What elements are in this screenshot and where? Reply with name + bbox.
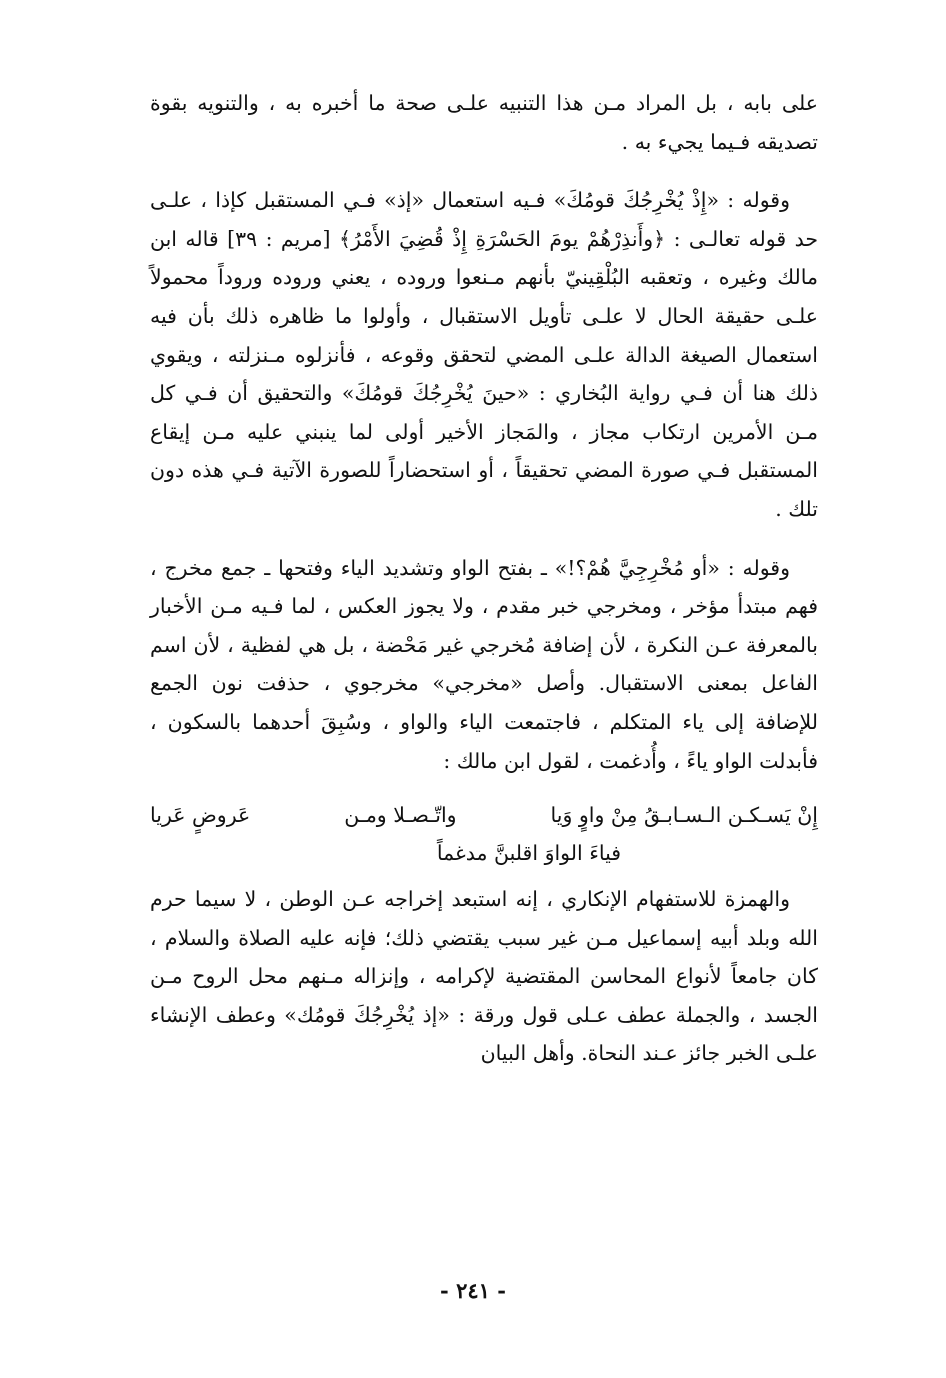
paragraph-2: وقوله : «إِذْ يُخْرِجُكَ قومُكَ» فـيه استعمال «إذ» فـي المستقبل كإذا ، علـى حد قوله تعالـى : ﴿وأَنذِرْهُمْ يومَ الحَسْرَةِ إِذْ قُضِيَ الأَمْرُ﴾ [مريم : ٣٩] قاله ابن مالك وغيره ، وتعقبه البُلْقِينيّ بأنهم مـنعوا وروده ، يعني وروده وروداً محمولاً علـى حقيقة الحال لا علـى تأويل الاستقبال ، وأولوا ما ظاهره ذلك بأن فيه استعمال الصيغة الدالة علـى المضي لتحقق وقوعه ، فأنزلوه مـنزلته ، ويقوي ذلك هنا أن فـي رواية البُخاري : «حينَ يُخْرِجُكَ قومُكَ» والتحقيق أن فـي كل مـن الأمرين ارتكاب مجاز ، والمَجاز الأخير أولى لما ينبني عليه مـن إيقاع المستقبل فـي صورة المضي تحقيقاً ، أو استحضاراً للصورة الآتية فـي هذه دون تلك . <box>150 188 819 521</box>
verse-hemistich-right: إِنْ يَسـكـن الـسـابـقُ مِنْ واوٍ وَيا <box>550 803 818 828</box>
paragraph-1: على بابه ، بل المراد مـن هذا التنبيه علـى صحة ما أخبره به ، والتنويه بقوة تصديقه فـيما يجيء به . <box>150 91 818 154</box>
verse-hemistich-left: عَروضٍ عَريا <box>150 803 251 828</box>
page-number: - ٢٤١ - <box>440 1278 506 1303</box>
verse-line-1 <box>150 796 818 834</box>
verse-line-2: فياءَ الواوَ اقلبنَّ مدغماً <box>436 841 622 866</box>
verse-hemistich-mid: واتّـصـلا ومـن <box>344 803 457 828</box>
paragraph-gap <box>150 161 818 181</box>
poetry-verse <box>150 796 818 872</box>
paragraph-4: والهمزة للاستفهام الإنكاري ، إنه استبعد إخراجه عـن الوطن ، لا سيما حرم الله وبلد أبيه إسماعيل مـن غير سبب يقتضي ذلك؛ فإنه عليه الصلاة والسلام ، كان جامعاً لأنواع المحاسن المقتضية لإكرامه ، وإنزاله مـنهم محل الروح مـن الجسد ، والجملة عطف عـلى قول ورقة : «إذ يُخْرِجُكَ قومُك» وعطف الإنشاء علـى الخبر جائز عـند النحاة. وأهل البيان <box>150 887 818 1066</box>
paragraph-3: وقوله : «أو مُخْرِجِيَّ هُمْ؟!» ـ بفتح الواو وتشديد الياء وفتحها ـ جمع مخرج ، فهم مبتدأ مؤخر ، ومخرجي خبر مقدم ، ولا يجوز العكس ، لما فـيه مـن الأخبار بالمعرفة عـن النكرة ، لأن إضافة مُخرجي غير مَحْضة ، بل هي لفظية ، لأن اسم الفاعل بمعنى الاستقبال. وأصل «مخرجي» مخرجوي ، حذفت نون الجمع للإضافة إلى ياء المتكلم ، فاجتمعت الياء والواو ، وسُبِقَ أحدهما بالسكون ، فأبدلت الواو ياءً ، وأُدغمت ، لقول ابن مالك : <box>150 555 818 773</box>
page-body <box>150 84 818 1073</box>
paragraph-gap <box>150 529 818 549</box>
